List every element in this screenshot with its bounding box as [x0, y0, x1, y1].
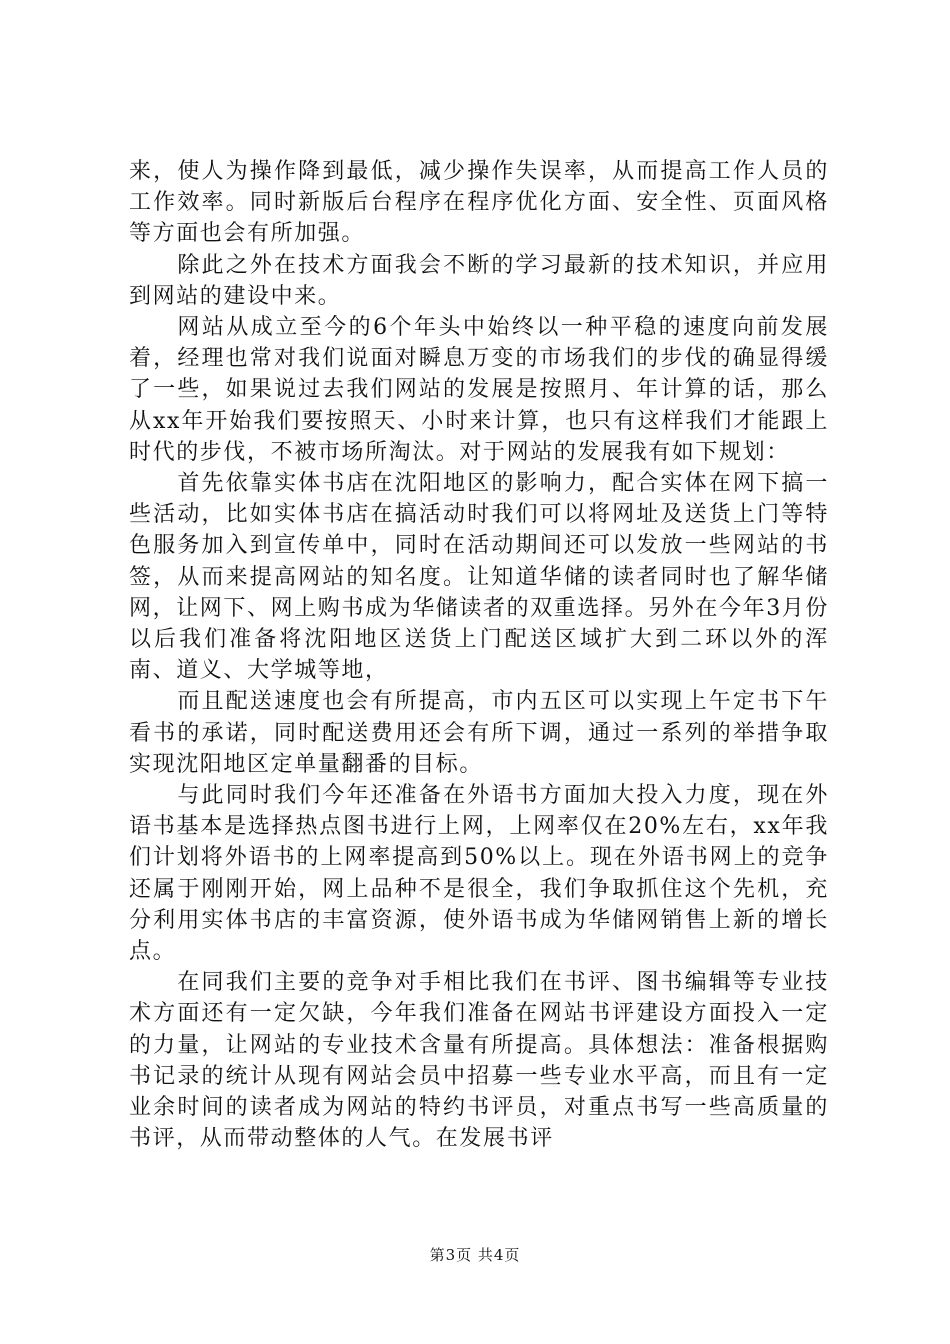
paragraph-1: 来，使人为操作降到最低，减少操作失误率，从而提高工作人员的工作效率。同时新版后台程序在程序优化方面、安全性、页面风格等方面也会有所加强。	[129, 159, 829, 247]
paragraph-7: 在同我们主要的竞争对手相比我们在书评、图书编辑等专业技术方面还有一定欠缺，今年我们准备在网站书评建设方面投入一定的力量，让网站的专业技术含量有所提高。具体想法：准备根据购书记录的统计从现有网站会员中招募一些专业水平高，而且有一定业余时间的读者成为网站的特约书评员，对重点书写一些高质量的书评，从而带动整体的人气。在发展书评	[129, 970, 829, 1152]
paragraph-3: 网站从成立至今的6个年头中始终以一种平稳的速度向前发展着，经理也常对我们说面对瞬息万变的市场我们的步伐的确显得缓了一些，如果说过去我们网站的发展是按照月、年计算的话，那么从xx年开始我们要按照天、小时来计算，也只有这样我们才能跟上时代的步伐，不被市场所淘汰。对于网站的发展我有如下规划：	[129, 315, 829, 465]
page-number-footer: 第3页 共4页	[429, 1246, 521, 1264]
paragraph-4: 首先依靠实体书店在沈阳地区的影响力，配合实体在网下搞一些活动，比如实体书店在搞活动时我们可以将网址及送货上门等特色服务加入到宣传单中，同时在活动期间还可以发放一些网站的书签，从而来提高网站的知名度。让知道华储的读者同时也了解华储网，让网下、网上购书成为华储读者的双重选择。另外在今年3月份以后我们准备将沈阳地区送货上门配送区域扩大到二环以外的浑南、道义、大学城等地，	[129, 471, 829, 684]
paragraph-5: 而且配送速度也会有所提高，市内五区可以实现上午定书下午看书的承诺，同时配送费用还会有所下调，通过一系列的举措争取实现沈阳地区定单量翻番的目标。	[129, 689, 829, 777]
document-body	[129, 156, 829, 1155]
paragraph-6: 与此同时我们今年还准备在外语书方面加大投入力度，现在外语书基本是选择热点图书进行上网，上网率仅在20%左右，xx年我们计划将外语书的上网率提高到50%以上。现在外语书网上的竞争还属于刚刚开始，网上品种不是很全，我们争取抓住这个先机，充分利用实体书店的丰富资源，使外语书成为华储网销售上新的增长点。	[129, 783, 829, 965]
paragraph-2: 除此之外在技术方面我会不断的学习最新的技术知识，并应用到网站的建设中来。	[129, 252, 829, 309]
